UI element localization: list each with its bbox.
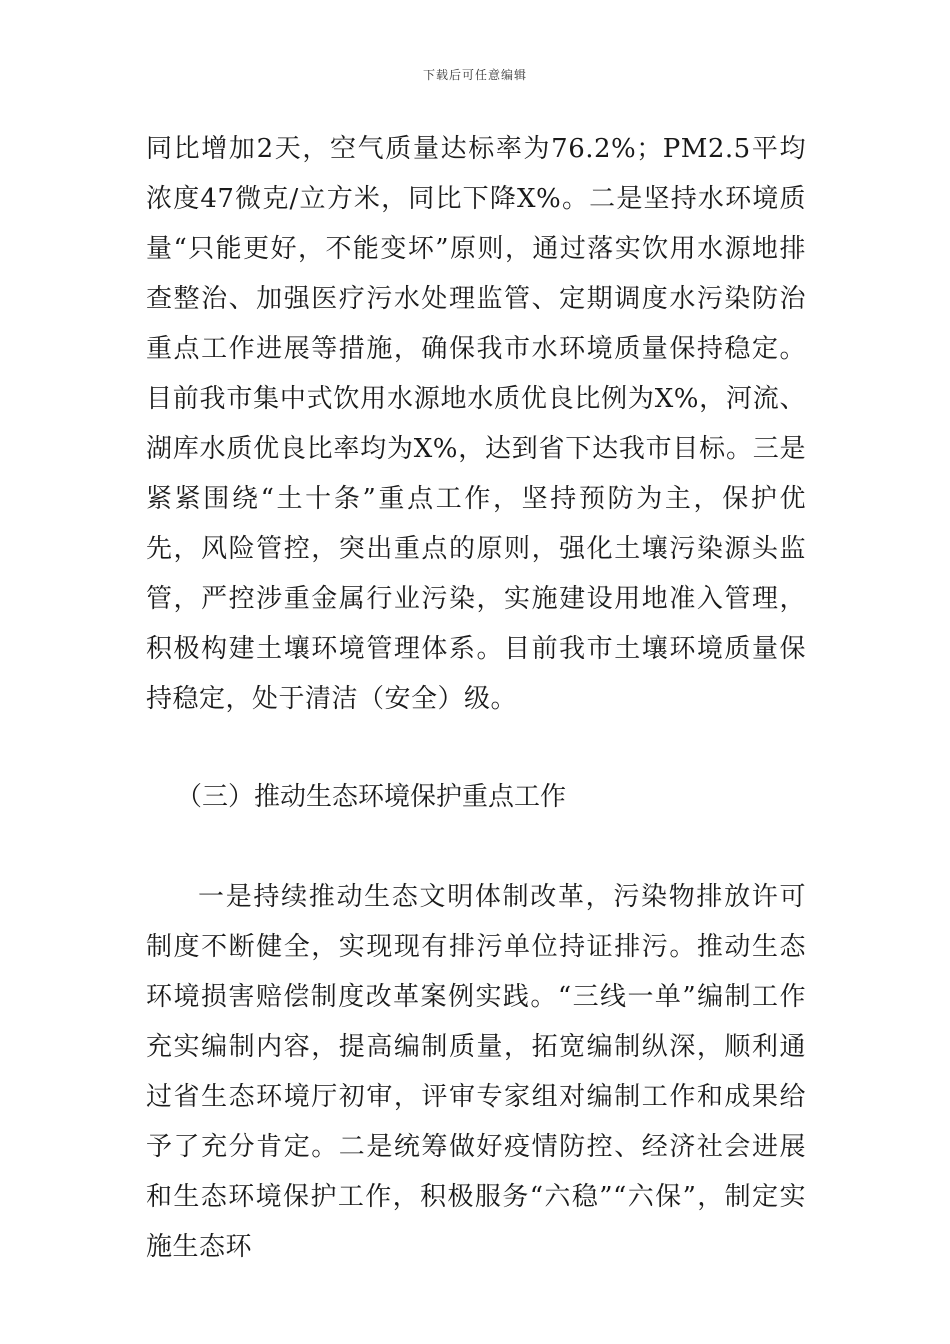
body-paragraph-2: 一是持续推动生态文明体制改革，污染物排放许可制度不断健全，实现现有排污单位持证排污。推动生态环境损害赔偿制度改革案例实践。“三线一单”编制工作充实编制内容，提高编制质量，拓宽编制纵深，顺利通过省生态环境厅初审，评审专家组对编制工作和成果给予了充分肯定。二是统筹做好疫情防控、经济社会进展和生态环境保护工作，积极服务“六稳”“六保”，制定实施生态环 (146, 882, 806, 1262)
body-paragraph-1: 同比增加2天，空气质量达标率为76.2%；PM2.5平均浓度47微克/立方米，同比下降X%。二是坚持水环境质量“只能更好，不能变坏”原则，通过落实饮用水源地排查整治、加强医疗污水处理监管、定期调度水污染防治重点工作进展等措施，确保我市水环境质量保持稳定。目前我市集中式饮用水源地水质优良比例为X%，河流、湖库水质优良比率均为X%，达到省下达我市目标。三是紧紧围绕“土十条”重点工作，坚持预防为主，保护优先，风险管控，突出重点的原则，强化土壤污染源头监管，严控涉重金属行业污染，实施建设用地准入管理，积极构建土壤环境管理体系。目前我市土壤环境质量保持稳定，处于清洁（安全）级。 (146, 134, 806, 714)
page-header: 下载后可任意编辑 (422, 68, 527, 82)
section-heading: （三）推动生态环境保护重点工作 (176, 782, 567, 812)
